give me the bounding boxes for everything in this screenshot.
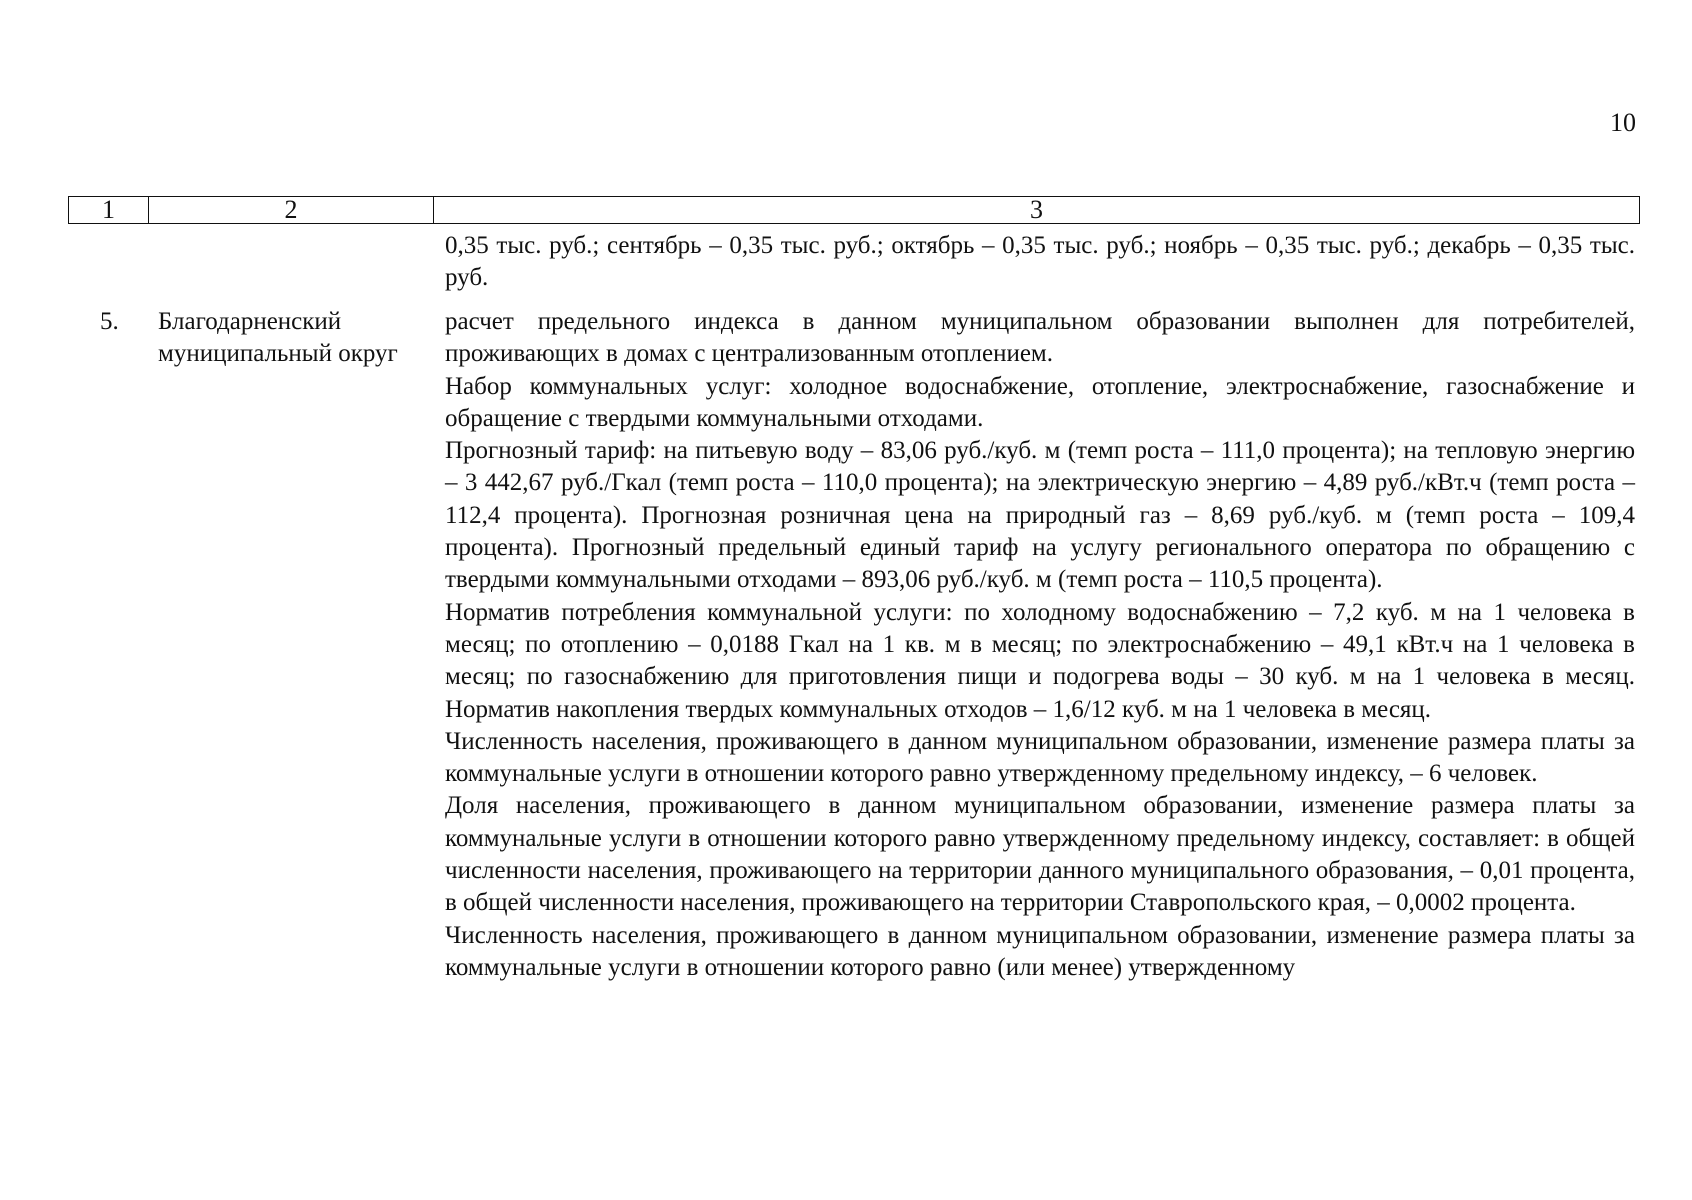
paragraph-population-count: Численность населения, проживающего в данном муниципальном образовании, изменение размера платы за коммунальные услуги в отношении которого равно утвержденному предельному индексу, – 6 человек. — [445, 727, 1635, 788]
table-header-col-1: 1 — [69, 197, 149, 223]
continuation-cell — [445, 230, 1635, 295]
table-header-col-2: 2 — [149, 197, 434, 223]
table-header-row — [68, 196, 1640, 224]
row-number: 5. — [100, 308, 119, 335]
paragraph-scope: расчет предельного индекса в данном муниципальном образовании выполнен для потребителей, проживающих в домах с централизованным отоплением. — [445, 308, 1635, 368]
paragraph-population-share: Доля населения, проживающего в данном муниципальном образовании, изменение размера платы за коммунальные услуги в отношении которого равно утвержденному предельному индексу, составляет: в общей численности населения, проживающего на территории данного муниципального образования, – 0,01 процента, в общей численности населения, проживающего на территории Ставропольского края, – 0,0002 процента. — [445, 792, 1635, 917]
table-header-col-3: 3 — [1030, 195, 1043, 224]
paragraph-tariffs: Прогнозный тариф: на питьевую воду – 83,06 руб./куб. м (темп роста – 111,0 процента); на тепловую энергию – 3 442,67 руб./Гкал (темп роста – 110,0 процента); на электрическую энергию – 4,89 руб./кВт.ч (темп роста – 112,4 процента). Прогнозная розничная цена на природный газ – 8,69 руб./куб. м (темп роста – 109,4 процента). Прогнозный предельный единый тариф на услугу регионального оператора по обращению с твердыми коммунальными отходами – 893,06 руб./куб. м (темп роста – 110,5 процента). — [445, 437, 1635, 594]
row-municipality-name: Благодарненский муниципальный округ — [158, 308, 398, 368]
row-description-cell — [445, 306, 1635, 984]
continuation-text: 0,35 тыс. руб.; сентябрь – 0,35 тыс. руб.; октябрь – 0,35 тыс. руб.; ноябрь – 0,35 тыс. руб.; декабрь – 0,35 тыс. руб. — [445, 232, 1635, 292]
paragraph-population-count-less: Численность населения, проживающего в данном муниципальном образовании, изменение размера платы за коммунальные услуги в отношении которого равно (или менее) утвержденному — [445, 921, 1635, 981]
page-number: 10 — [1610, 108, 1636, 137]
paragraph-norms: Норматив потребления коммунальной услуги: по холодному водоснабжению – 7,2 куб. м на 1 человека в месяц; по отоплению – 0,0188 Гкал на 1 кв. м в месяц; по электроснабжению – 49,1 кВт.ч на 1 человека в месяц; по газоснабжению для приготовления пищи и подогрева воды – 30 куб. м на 1 человека в месяц. Норматив накопления твердых коммунальных отходов – 1,6/12 куб. м на 1 человека в месяц. — [445, 598, 1635, 723]
paragraph-services: Набор коммунальных услуг: холодное водоснабжение, отопление, электроснабжение, газоснабжение и обращение с твердыми коммунальными отходами. — [445, 372, 1635, 432]
